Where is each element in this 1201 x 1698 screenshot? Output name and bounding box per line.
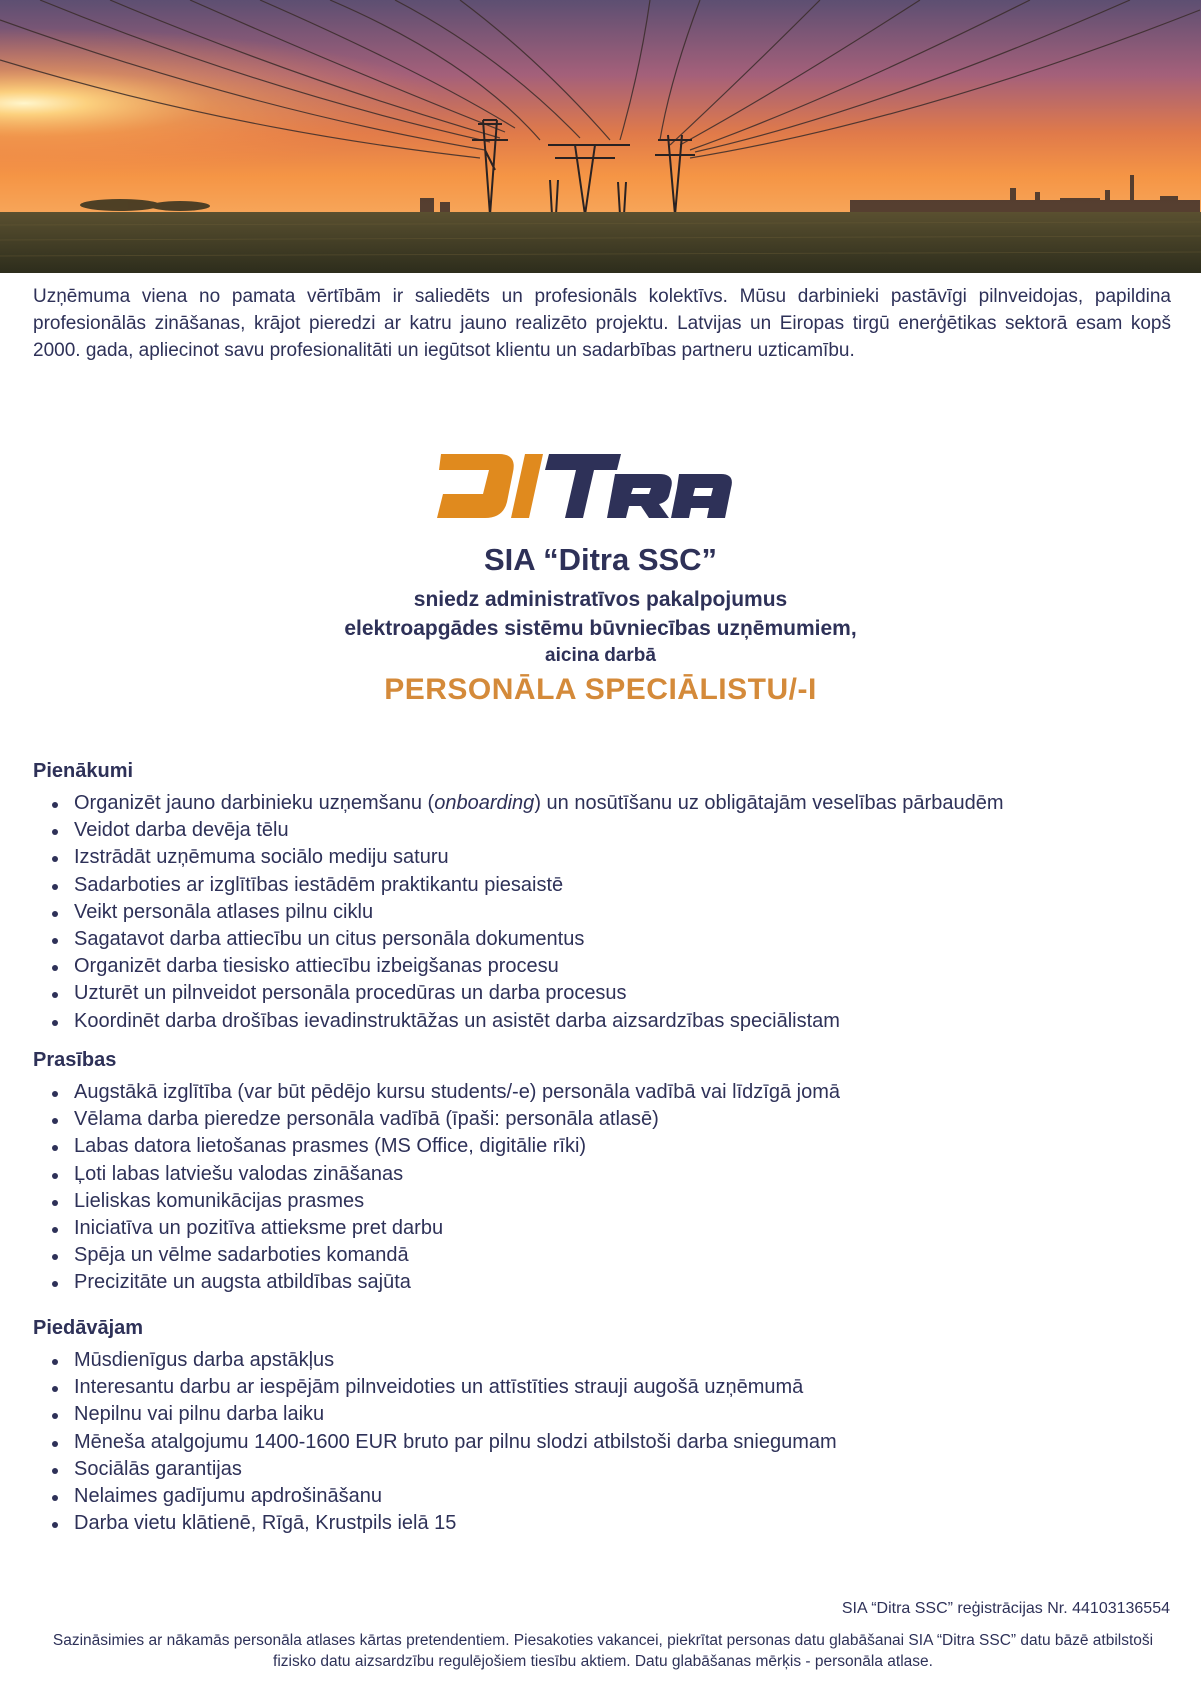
list-item: Nelaimes gadījumu apdrošināšanu xyxy=(74,1483,1173,1510)
company-name: SIA “Ditra SSC” xyxy=(483,542,718,577)
privacy-footer: Sazināsimies ar nākamās personāla atlases kārtas pretendentiem. Piesakoties vakancei, piekrītat personas datu glabāšanai SIA “Ditra SSC” datu bāzē atbilstoši fizisko datu aizsardzību regulējošiem tiesību aktiem. Datu glabāšanas mērķis - personāla atlase. xyxy=(52,1632,1154,1670)
list-item: Sociālās garantijas xyxy=(74,1456,1173,1483)
list-item: Izstrādāt uzņēmuma sociālo mediju saturu xyxy=(74,844,1173,871)
list-item: Sagatavot darba attiecību un citus personāla dokumentus xyxy=(74,926,1173,953)
offer-heading: Piedāvājam xyxy=(33,1317,144,1339)
company-intro-paragraph: Uzņēmuma viena no pamata vērtībām ir saliedēts un profesionāls kolektīvs. Mūsu darbinieki pastāvīgi pilnveidojas, papildina profesionālās zināšanas, krājot pieredzi ar katru jauno realizēto projektu. Latvijas un Eiropas tirgū enerģētikas sektorā esam kopš 2000. gada, apliecinot savu profesionalitāti un iegūtsot klientu un sadarbības partneru uzticamību. xyxy=(33,286,1171,361)
list-item: Mūsdienīgus darba apstākļus xyxy=(74,1347,1173,1374)
list-item: Uzturēt un pilnveidot personāla procedūras un darba procesus xyxy=(74,980,1173,1007)
list-item: Sadarboties ar izglītības iestādēm praktikantu piesaistē xyxy=(74,872,1173,899)
sunset-power-lines-illustration xyxy=(0,0,1201,273)
list-item: Ļoti labas latviešu valodas zināšanas xyxy=(74,1161,1173,1188)
offer-section xyxy=(33,1315,1173,1537)
list-item: Veikt personāla atlases pilnu ciklu xyxy=(74,899,1173,926)
list-item: Interesantu darbu ar iespējām pilnveidoties un attīstīties strauji augošā uzņēmumā xyxy=(74,1374,1173,1401)
list-item: Iniciatīva un pozitīva attieksme pret darbu xyxy=(74,1215,1173,1242)
hero-image xyxy=(0,0,1201,273)
list-item: Organizēt darba tiesisko attiecību izbeigšanas procesu xyxy=(74,953,1173,980)
list-item: Nepilnu vai pilnu darba laiku xyxy=(74,1401,1173,1428)
requirements-heading: Prasības xyxy=(33,1049,117,1071)
ditra-logo-graphic xyxy=(437,450,733,522)
list-item: Precizitāte un augsta atbildības sajūta xyxy=(74,1269,1173,1296)
requirements-list xyxy=(33,1079,1173,1297)
list-item: Mēneša atalgojumu 1400-1600 EUR bruto par pilnu slodzi atbilstoši darba sniegumam xyxy=(74,1429,1173,1456)
duties-heading: Pienākumi xyxy=(33,760,134,782)
list-item: Vēlama darba pieredze personāla vadībā (īpaši: personāla atlasē) xyxy=(74,1106,1173,1133)
tagline-line-3: aicina darbā xyxy=(545,645,656,666)
requirements-section xyxy=(33,1047,1173,1297)
list-item: Veidot darba devēja tēlu xyxy=(74,817,1173,844)
offer-list xyxy=(33,1347,1173,1537)
list-item: Lieliskas komunikācijas prasmes xyxy=(74,1188,1173,1215)
duties-list xyxy=(33,790,1173,1035)
onboarding-emphasis: onboarding xyxy=(434,792,535,814)
list-item: Koordinēt darba drošības ievadinstruktāžas un asistēt darba aizsardzības speciālistam xyxy=(74,1008,1173,1035)
registration-number: SIA “Ditra SSC” reģistrācijas Nr. 44103136554 xyxy=(841,1600,1170,1617)
list-item: Augstākā izglītība (var būt pēdējo kursu students/-e) personāla vadībā vai līdzīgā jomā xyxy=(74,1079,1173,1106)
position-title: PERSONĀLA SPECIĀLISTU/-I xyxy=(384,673,817,706)
list-item: Spēja un vēlme sadarboties komandā xyxy=(74,1242,1173,1269)
tagline-line-1: sniedz administratīvos pakalpojumus xyxy=(413,588,788,611)
list-item: Organizēt jauno darbinieku uzņemšanu (onboarding) un nosūtīšanu uz obligātajām veselības pārbaudēm xyxy=(74,790,1173,817)
ditra-logo xyxy=(437,450,733,522)
list-item: Labas datora lietošanas prasmes (MS Office, digitālie rīki) xyxy=(74,1133,1173,1160)
duties-section xyxy=(33,758,1173,1035)
tagline-line-2: elektroapgādes sistēmu būvniecības uzņēmumiem, xyxy=(344,617,857,640)
list-item: Darba vietu klātienē, Rīgā, Krustpils ielā 15 xyxy=(74,1510,1173,1537)
